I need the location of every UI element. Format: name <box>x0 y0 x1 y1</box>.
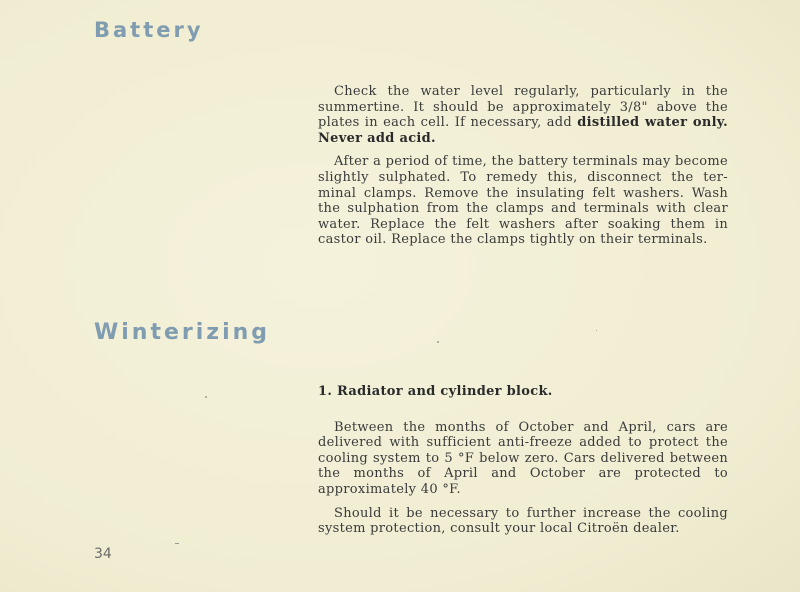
winterizing-paragraph-2: Should it be necessary to further increase the cooling system protection, consult your local Citroën dealer. <box>318 505 728 537</box>
winterizing-paragraph-1: Between the months of October and April, cars are delivered with sufficient anti-freeze added to protect the cooling system to 5 °F below zero. Cars delivered between the months of April and October are protected to approximately 40 °F. <box>318 419 728 497</box>
paper-speck <box>437 341 439 343</box>
battery-section <box>318 84 728 256</box>
page-number: 34 <box>94 546 112 562</box>
paper-speck <box>596 330 597 331</box>
battery-paragraph-2: After a period of time, the battery terminals may become slightly sulphated. To remedy this, disconnect the ter-minal clamps. Remove the insulating felt washers. Wash the sulphation from the clamps and terminals with clear water. Replace the felt washers after soaking them in castor oil. Replace the clamps tightly on their terminals. <box>318 154 728 248</box>
battery-paragraph-1-text: Check the water level regularly, particularly in the summertine. It should be approximately 3/8" above the plates in each cell. If necessary, add <box>318 84 728 131</box>
winterizing-heading: Winterizing <box>94 320 271 345</box>
battery-paragraph-1 <box>318 84 728 146</box>
winterizing-section <box>318 384 728 545</box>
radiator-subheading: 1. Radiator and cylinder block. <box>318 384 553 399</box>
paper-speck <box>205 396 207 398</box>
battery-warning: distilled water only. Never add acid. <box>318 115 728 146</box>
paper-speck <box>175 543 179 544</box>
battery-heading: Battery <box>94 18 204 42</box>
